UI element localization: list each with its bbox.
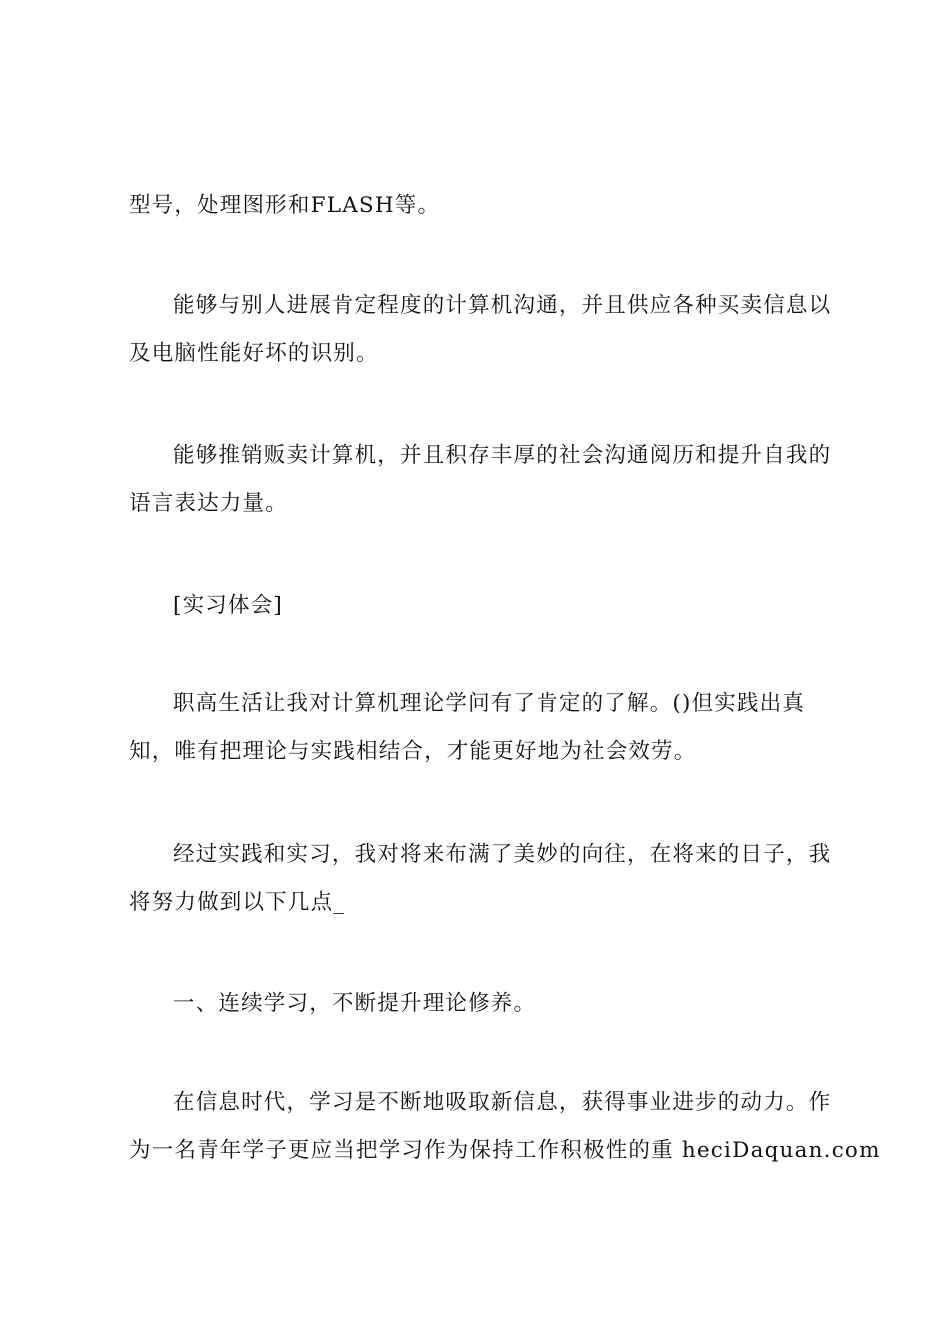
section-heading-text: [实习体会]: [173, 593, 283, 618]
paragraph-future: [129, 831, 834, 927]
paragraph-sales: [129, 432, 834, 528]
section-heading: [129, 582, 834, 630]
paragraph-communication: [129, 282, 834, 378]
paragraph-line: 为一名青年学子更应当把学习作为保持工作积极性的重 heciDaquan.com: [129, 1138, 881, 1163]
paragraph-line: 经过实践和实习，我对将来布满了美妙的向往，在将来的日子，我: [173, 842, 832, 867]
paragraph-line: 型号，处理图形和FLASH等。: [129, 193, 441, 218]
paragraph-line: 将努力做到以下几点_: [129, 890, 346, 915]
paragraph-line: 能够与别人进展肯定程度的计算机沟通，并且供应各种买卖信息以: [173, 293, 832, 318]
paragraph-line: 知，唯有把理论与实践相结合，才能更好地为社会效劳。: [129, 739, 697, 764]
paragraph-continuation: [129, 182, 834, 230]
paragraph-line: 在信息时代，学习是不断地吸取新信息，获得事业进步的动力。作: [173, 1090, 832, 1115]
paragraph-point-one: [129, 980, 834, 1028]
paragraph-line: 职高生活让我对计算机理论学问有了肯定的了解。()但实践出真: [173, 691, 806, 716]
paragraph-learning: [129, 1079, 881, 1175]
paragraph-line: 能够推销贩卖计算机，并且积存丰厚的社会沟通阅历和提升自我的: [173, 443, 832, 468]
paragraph-line: 及电脑性能好坏的识别。: [129, 341, 379, 366]
paragraph-line: 语言表达力量。: [129, 491, 288, 516]
paragraph-line: 一、连续学习，不断提升理论修养。: [173, 991, 537, 1016]
paragraph-experience: [129, 680, 834, 776]
